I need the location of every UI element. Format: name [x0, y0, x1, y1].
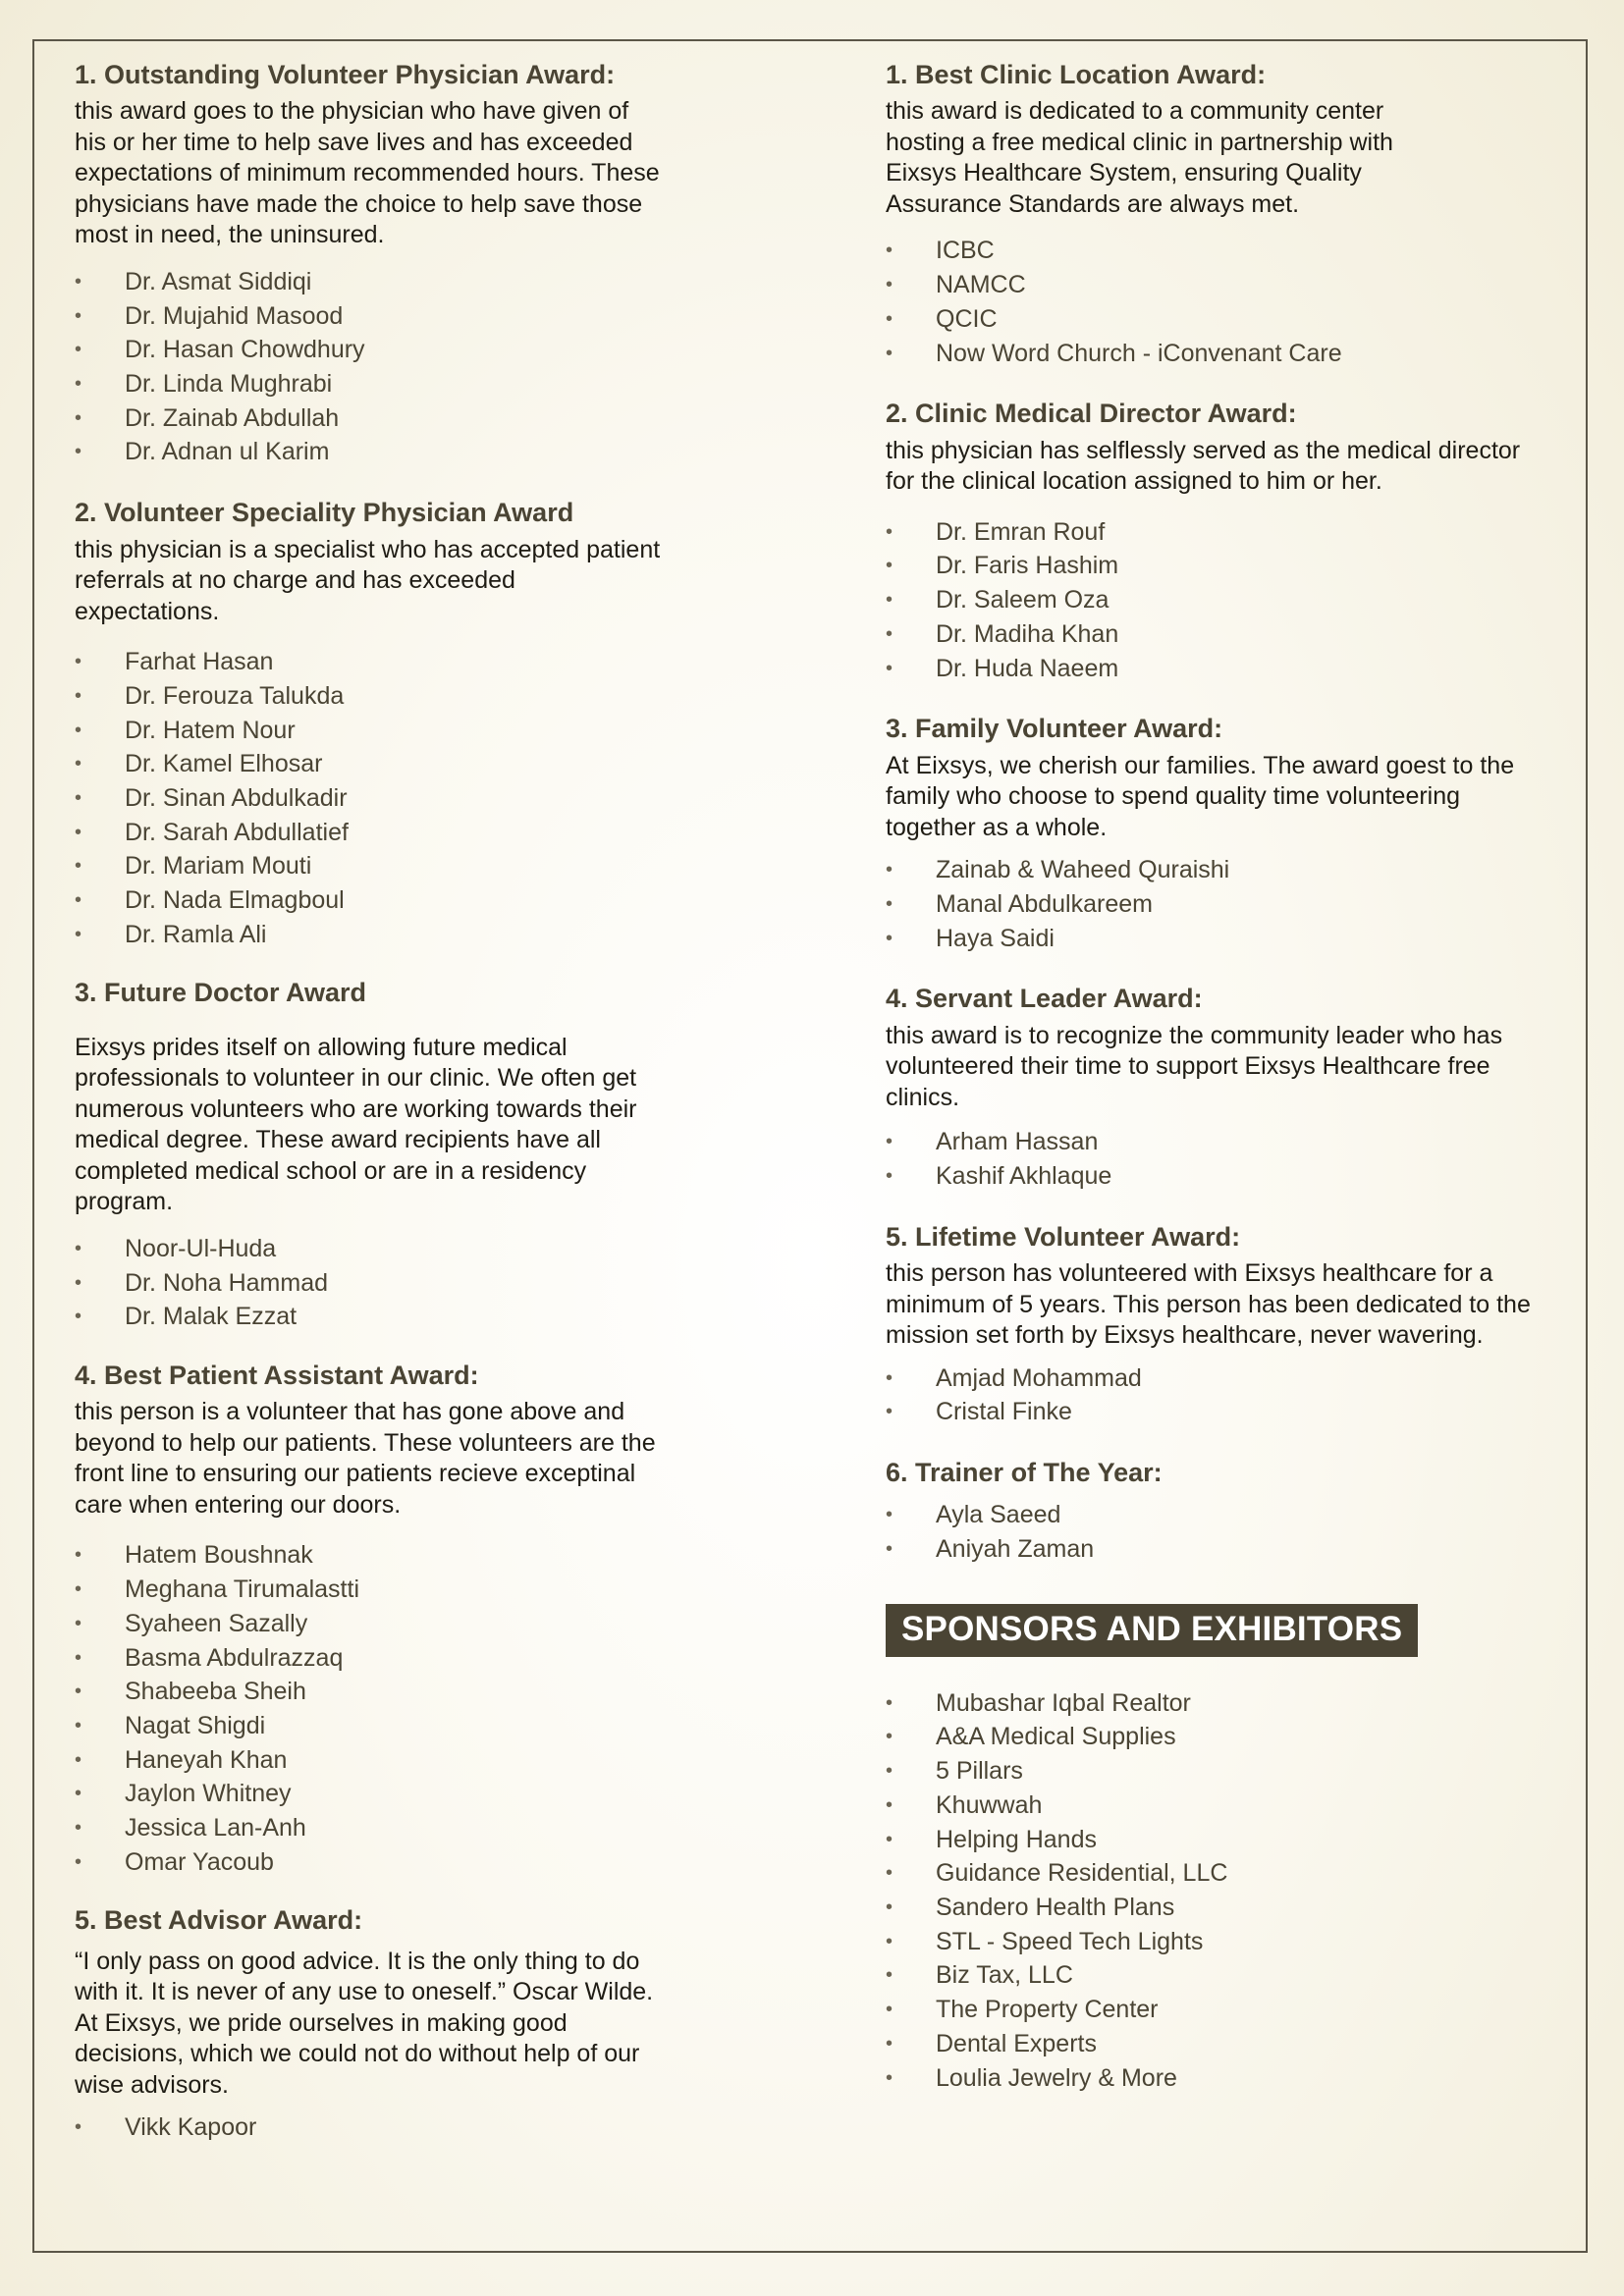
list-item: • Meghana Tirumalastti: [75, 1573, 664, 1607]
list-item: • The Property Center: [886, 1993, 1553, 2027]
list-item: • Nagat Shigdi: [75, 1709, 664, 1743]
list-item: • Basma Abdulrazzaq: [75, 1641, 664, 1676]
list-item: • Dr. Faris Hashim: [886, 549, 1553, 583]
list-item: • Noor-Ul-Huda: [75, 1232, 664, 1266]
list-item: • A&A Medical Supplies: [886, 1720, 1553, 1754]
list-item: • Hatem Boushnak: [75, 1538, 664, 1573]
list-item: • Guidance Residential, LLC: [886, 1856, 1553, 1891]
award-title: 3. Family Volunteer Award:: [886, 714, 1223, 744]
list-item: • Biz Tax, LLC: [886, 1958, 1553, 1993]
award-description: this award goes to the physician who have given of his or her time to help save lives and has exceeded expectations of minimum recommended hours. These physicians have made the choice to help save those most in need, the uninsured.: [75, 97, 660, 249]
recipient-list: [75, 2110, 664, 2145]
award-description: “I only pass on good advice. It is the only thing to do with it. It is never of any use to oneself.” Oscar Wilde. At Eixsys, we pride ourselves in making good decisions, which we could not do without help of our wise advisors.: [75, 1947, 654, 2099]
list-item: • Dr. Madiha Khan: [886, 617, 1553, 652]
list-item: • Now Word Church - iConvenant Care: [886, 337, 1553, 371]
award-title: 4. Servant Leader Award:: [886, 984, 1203, 1014]
list-item: • 5 Pillars: [886, 1754, 1553, 1789]
award-clinic-medical-director: [886, 396, 1553, 685]
list-item: • Dr. Huda Naeem: [886, 652, 1553, 686]
recipient-list: [75, 645, 664, 951]
recipient-list: [886, 1362, 1553, 1429]
list-item: • Vikk Kapoor: [75, 2110, 664, 2145]
list-item: • Dr. Emran Rouf: [886, 515, 1553, 550]
award-description: this person is a volunteer that has gone above and beyond to help our patients. These volunteers are the front line to ensuring our patients recieve exceptinal care when entering our doors.: [75, 1398, 656, 1519]
list-item: • Dr. Ferouza Talukda: [75, 679, 664, 714]
list-item: • Dr. Kamel Elhosar: [75, 747, 664, 781]
award-trainer-of-the-year: [886, 1455, 1553, 1567]
right-column: [886, 57, 1553, 2095]
list-item: • Aniyah Zaman: [886, 1532, 1553, 1567]
list-item: • Ayla Saeed: [886, 1498, 1553, 1532]
recipient-list: [886, 234, 1553, 370]
award-volunteer-speciality-physician: [75, 495, 664, 951]
recipient-list: [886, 515, 1553, 686]
list-item: • Dr. Saleem Oza: [886, 583, 1553, 617]
list-item: • Shabeeba Sheih: [75, 1675, 664, 1709]
list-item: • Jessica Lan-Anh: [75, 1811, 664, 1845]
list-item: • Farhat Hasan: [75, 645, 664, 679]
list-item: • Dr. Hasan Chowdhury: [75, 333, 664, 367]
list-item: • QCIC: [886, 302, 1553, 337]
list-item: • Mubashar Iqbal Realtor: [886, 1686, 1553, 1721]
recipient-list: [886, 1125, 1553, 1193]
award-title: 1. Best Clinic Location Award:: [886, 60, 1267, 89]
award-description: this physician is a specialist who has accepted patient referrals at no charge and has exceeded expectations.: [75, 535, 661, 625]
award-title: 6. Trainer of The Year:: [886, 1457, 1163, 1487]
award-title: 2. Clinic Medical Director Award:: [886, 399, 1297, 429]
award-family-volunteer: [886, 711, 1553, 955]
list-item: • Dr. Hatem Nour: [75, 714, 664, 748]
list-item: • Cristal Finke: [886, 1395, 1553, 1429]
list-item: • Dr. Sinan Abdulkadir: [75, 781, 664, 816]
list-item: • Manal Abdulkareem: [886, 887, 1553, 922]
list-item: • Jaylon Whitney: [75, 1777, 664, 1811]
award-title: 5. Best Advisor Award:: [75, 1905, 363, 1936]
list-item: • Dr. Asmat Siddiqi: [75, 265, 664, 299]
list-item: • Dr. Nada Elmagboul: [75, 883, 664, 918]
award-description: this person has volunteered with Eixsys healthcare for a minimum of 5 years. This person has been dedicated to the mission set forth by Eixsys healthcare, never wavering.: [886, 1259, 1531, 1350]
list-item: • Amjad Mohammad: [886, 1362, 1553, 1396]
list-item: • Zainab & Waheed Quraishi: [886, 853, 1553, 887]
list-item: • Dr. Malak Ezzat: [75, 1300, 664, 1334]
list-item: • Dr. Noha Hammad: [75, 1266, 664, 1301]
list-item: • ICBC: [886, 234, 1553, 268]
list-item: • Dr. Sarah Abdullatief: [75, 816, 664, 850]
list-item: • NAMCC: [886, 268, 1553, 302]
recipient-list: [886, 1498, 1553, 1566]
list-item: • Dr. Ramla Ali: [75, 918, 664, 952]
list-item: • Dr. Zainab Abdullah: [75, 401, 664, 436]
award-description: At Eixsys, we cherish our families. The award goest to the family who choose to spend quality time volunteering together as a whole.: [886, 751, 1515, 841]
sponsors-heading: SPONSORS AND EXHIBITORS: [886, 1604, 1418, 1657]
award-title: 1. Outstanding Volunteer Physician Award:: [75, 60, 616, 89]
award-title: 3. Future Doctor Award: [75, 978, 367, 1008]
award-description: Eixsys prides itself on allowing future medical professionals to volunteer in our clinic. We often get numerous volunteers who are working towards their medical degree. These award recipients have all completed medical school or are in a residency program.: [75, 1033, 637, 1216]
award-best-patient-assistant: [75, 1358, 664, 1879]
award-description: this award is to recognize the community leader who has volunteered their time to support Eixsys Healthcare free clinics.: [886, 1021, 1503, 1111]
list-item: • Dr. Mariam Mouti: [75, 849, 664, 883]
list-item: • Syaheen Sazally: [75, 1607, 664, 1641]
list-item: • Kashif Akhlaque: [886, 1159, 1553, 1194]
list-item: • STL - Speed Tech Lights: [886, 1925, 1553, 1959]
sponsors-section: [886, 1604, 1553, 2095]
recipient-list: [75, 1232, 664, 1334]
list-item: • Helping Hands: [886, 1823, 1553, 1857]
list-item: • Arham Hassan: [886, 1125, 1553, 1159]
recipient-list: [75, 265, 664, 469]
left-column: [75, 57, 664, 2145]
list-item: • Dr. Adnan ul Karim: [75, 435, 664, 469]
award-best-advisor: [75, 1902, 664, 2145]
sponsor-list: [886, 1686, 1553, 2095]
award-title: 4. Best Patient Assistant Award:: [75, 1360, 479, 1390]
list-item: • Khuwwah: [886, 1789, 1553, 1823]
award-lifetime-volunteer: [886, 1219, 1553, 1429]
list-item: • Haya Saidi: [886, 922, 1553, 956]
list-item: • Haneyah Khan: [75, 1743, 664, 1778]
award-servant-leader: [886, 981, 1553, 1193]
award-best-clinic-location: [886, 57, 1553, 370]
list-item: • Sandero Health Plans: [886, 1891, 1553, 1925]
award-description: this physician has selflessly served as the medical director for the clinical location assigned to him or her.: [886, 436, 1521, 496]
award-title: 2. Volunteer Speciality Physician Award: [75, 498, 574, 528]
award-outstanding-volunteer-physician: [75, 57, 664, 469]
list-item: • Dr. Linda Mughrabi: [75, 367, 664, 401]
recipient-list: [886, 853, 1553, 955]
list-item: • Omar Yacoub: [75, 1845, 664, 1880]
recipient-list: [75, 1538, 664, 1879]
list-item: • Dental Experts: [886, 2027, 1553, 2061]
award-title: 5. Lifetime Volunteer Award:: [886, 1221, 1241, 1252]
list-item: • Dr. Mujahid Masood: [75, 299, 664, 334]
list-item: • Loulia Jewelry & More: [886, 2061, 1553, 2096]
award-future-doctor: [75, 975, 664, 1334]
award-description: this award is dedicated to a community center hosting a free medical clinic in partnership with Eixsys Healthcare System, ensuring Quality Assurance Standards are always met.: [886, 97, 1393, 218]
